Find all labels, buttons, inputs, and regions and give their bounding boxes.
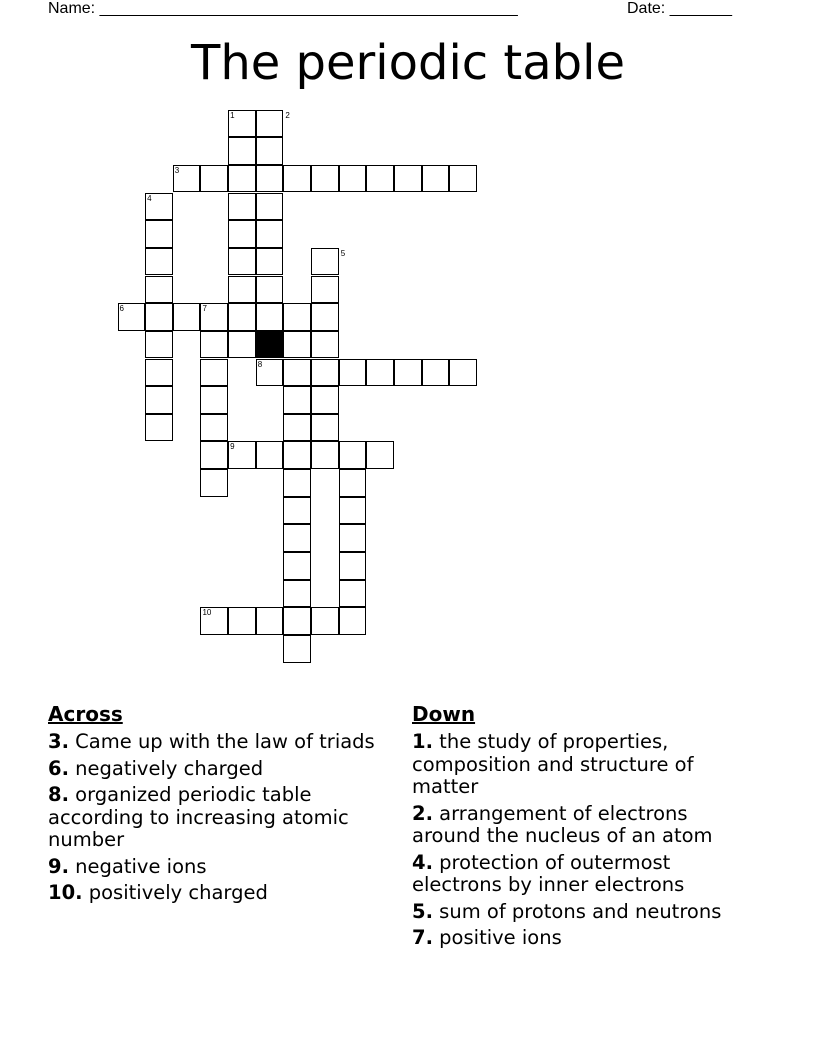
grid-cell[interactable] bbox=[339, 359, 367, 387]
grid-cell[interactable] bbox=[311, 441, 339, 469]
clue-number-label: 7. bbox=[412, 926, 433, 949]
grid-cell[interactable] bbox=[339, 607, 367, 635]
clue-number: 9 bbox=[230, 442, 235, 452]
clue-number: 1 bbox=[230, 110, 235, 120]
grid-cell[interactable] bbox=[145, 359, 173, 387]
grid-cell[interactable] bbox=[283, 303, 311, 331]
grid-cell[interactable] bbox=[200, 359, 228, 387]
grid-cell[interactable] bbox=[422, 165, 450, 193]
grid-cell[interactable] bbox=[228, 276, 256, 304]
grid-cell[interactable] bbox=[311, 331, 339, 359]
grid-cell[interactable] bbox=[256, 110, 284, 138]
clue-text: arrangement of electrons around the nucleus of an atom bbox=[412, 801, 713, 847]
grid-cell[interactable] bbox=[228, 193, 256, 221]
grid-cell[interactable] bbox=[145, 414, 173, 442]
clue-text: positively charged bbox=[82, 881, 268, 904]
grid-cell[interactable] bbox=[256, 137, 284, 165]
clue-number: 2 bbox=[285, 110, 290, 120]
grid-cell[interactable] bbox=[228, 137, 256, 165]
grid-cell[interactable] bbox=[256, 441, 284, 469]
page-title: The periodic table bbox=[191, 35, 625, 91]
grid-cell[interactable] bbox=[283, 359, 311, 387]
grid-cell[interactable] bbox=[339, 497, 367, 525]
grid-cell[interactable] bbox=[283, 414, 311, 442]
grid-cell[interactable] bbox=[283, 441, 311, 469]
grid-cell[interactable] bbox=[283, 635, 311, 663]
grid-cell[interactable] bbox=[339, 469, 367, 497]
grid-cell[interactable] bbox=[283, 497, 311, 525]
grid-cell[interactable] bbox=[283, 469, 311, 497]
grid-cell[interactable] bbox=[228, 248, 256, 276]
clue-number-label: 10. bbox=[48, 881, 83, 904]
grid-cell[interactable] bbox=[228, 165, 256, 193]
grid-cell[interactable] bbox=[339, 524, 367, 552]
grid-cell[interactable] bbox=[200, 331, 228, 359]
grid-cell[interactable] bbox=[339, 441, 367, 469]
grid-cell[interactable] bbox=[311, 386, 339, 414]
clue-number-label: 4. bbox=[412, 850, 433, 874]
clue-number-label: 3. bbox=[48, 730, 69, 753]
grid-cell[interactable] bbox=[283, 580, 311, 608]
grid-cell[interactable] bbox=[145, 386, 173, 414]
across-clue-list bbox=[48, 731, 388, 905]
grid-cell[interactable] bbox=[283, 552, 311, 580]
date-field-label: Date: _______ bbox=[627, 0, 732, 17]
clue-number-label: 8. bbox=[48, 783, 69, 806]
down-clue bbox=[412, 927, 752, 950]
clue-text: positive ions bbox=[432, 926, 562, 949]
clue-text: negatively charged bbox=[68, 756, 264, 780]
clue-number: 4 bbox=[147, 193, 152, 203]
grid-cell[interactable] bbox=[283, 386, 311, 414]
down-clue bbox=[412, 852, 752, 897]
grid-cell[interactable] bbox=[311, 414, 339, 442]
grid-cell[interactable] bbox=[339, 165, 367, 193]
grid-cell[interactable] bbox=[366, 441, 394, 469]
grid-cell[interactable] bbox=[200, 441, 228, 469]
grid-cell[interactable] bbox=[145, 276, 173, 304]
clue-number: 6 bbox=[119, 304, 124, 314]
clue-text: protection of outermost electrons by inner electrons bbox=[412, 850, 685, 896]
across-clue bbox=[48, 856, 388, 879]
clue-number: 8 bbox=[257, 359, 263, 369]
grid-cell[interactable] bbox=[283, 331, 311, 359]
down-clue bbox=[412, 803, 752, 848]
clue-text: the study of properties, composition and structure of matter bbox=[412, 730, 694, 798]
clue-text: Came up with the law of triads bbox=[68, 730, 375, 753]
grid-black-cell bbox=[256, 331, 284, 359]
grid-cell[interactable] bbox=[256, 276, 284, 304]
across-clue bbox=[48, 882, 388, 905]
clue-number: 3 bbox=[174, 165, 180, 175]
grid-cell[interactable] bbox=[283, 165, 311, 193]
grid-cell[interactable] bbox=[283, 607, 311, 635]
grid-cell[interactable] bbox=[200, 469, 228, 497]
grid-cell[interactable] bbox=[311, 607, 339, 635]
grid-cell[interactable] bbox=[200, 165, 228, 193]
grid-cell[interactable] bbox=[311, 165, 339, 193]
down-clue bbox=[412, 731, 752, 799]
grid-cell[interactable] bbox=[228, 303, 256, 331]
down-clue-list bbox=[412, 731, 752, 950]
grid-cell[interactable] bbox=[394, 165, 422, 193]
grid-cell[interactable] bbox=[311, 276, 339, 304]
name-field-label: Name: _______________________________________________ bbox=[48, 0, 518, 17]
grid-cell[interactable] bbox=[173, 303, 201, 331]
across-clue bbox=[48, 784, 388, 852]
across-clue bbox=[48, 758, 388, 781]
clue-number-label: 1. bbox=[412, 730, 433, 753]
grid-cell[interactable] bbox=[366, 165, 394, 193]
across-heading: Across bbox=[48, 702, 123, 726]
clue-text: sum of protons and neutrons bbox=[432, 899, 722, 923]
grid-cell[interactable] bbox=[256, 165, 284, 193]
grid-cell[interactable] bbox=[256, 248, 284, 276]
grid-cell[interactable] bbox=[200, 386, 228, 414]
clue-text: negative ions bbox=[68, 854, 207, 878]
grid-cell[interactable] bbox=[256, 193, 284, 221]
down-clue bbox=[412, 901, 752, 924]
grid-cell[interactable] bbox=[256, 303, 284, 331]
across-clue bbox=[48, 731, 388, 754]
grid-cell[interactable] bbox=[228, 607, 256, 635]
clue-number-label: 2. bbox=[412, 801, 433, 825]
grid-cell[interactable] bbox=[311, 359, 339, 387]
grid-cell[interactable] bbox=[394, 359, 422, 387]
grid-cell[interactable] bbox=[256, 220, 284, 248]
grid-cell[interactable] bbox=[449, 165, 477, 193]
clue-text: organized periodic table according to increasing atomic number bbox=[48, 783, 349, 851]
grid-cell[interactable] bbox=[145, 303, 173, 331]
clue-number: 7 bbox=[202, 304, 207, 314]
clue-number-label: 9. bbox=[48, 854, 69, 878]
grid-cell[interactable] bbox=[311, 303, 339, 331]
down-heading: Down bbox=[412, 702, 476, 726]
clue-number: 5 bbox=[340, 248, 346, 258]
grid-cell[interactable] bbox=[228, 331, 256, 359]
grid-cell[interactable] bbox=[228, 220, 256, 248]
grid-cell[interactable] bbox=[145, 220, 173, 248]
grid-cell[interactable] bbox=[339, 580, 367, 608]
grid-cell[interactable] bbox=[145, 331, 173, 359]
grid-cell[interactable] bbox=[366, 359, 394, 387]
clue-number-label: 6. bbox=[48, 756, 69, 780]
grid-cell[interactable] bbox=[449, 359, 477, 387]
grid-cell[interactable] bbox=[283, 524, 311, 552]
grid-cell[interactable] bbox=[339, 552, 367, 580]
clue-number-label: 5. bbox=[412, 899, 433, 923]
grid-cell[interactable] bbox=[422, 359, 450, 387]
grid-cell[interactable] bbox=[311, 248, 339, 276]
down-clues bbox=[412, 700, 752, 954]
clue-number: 10 bbox=[202, 608, 212, 618]
across-clues bbox=[48, 700, 388, 909]
grid-cell[interactable] bbox=[200, 414, 228, 442]
grid-cell[interactable] bbox=[145, 248, 173, 276]
grid-cell[interactable] bbox=[256, 607, 284, 635]
